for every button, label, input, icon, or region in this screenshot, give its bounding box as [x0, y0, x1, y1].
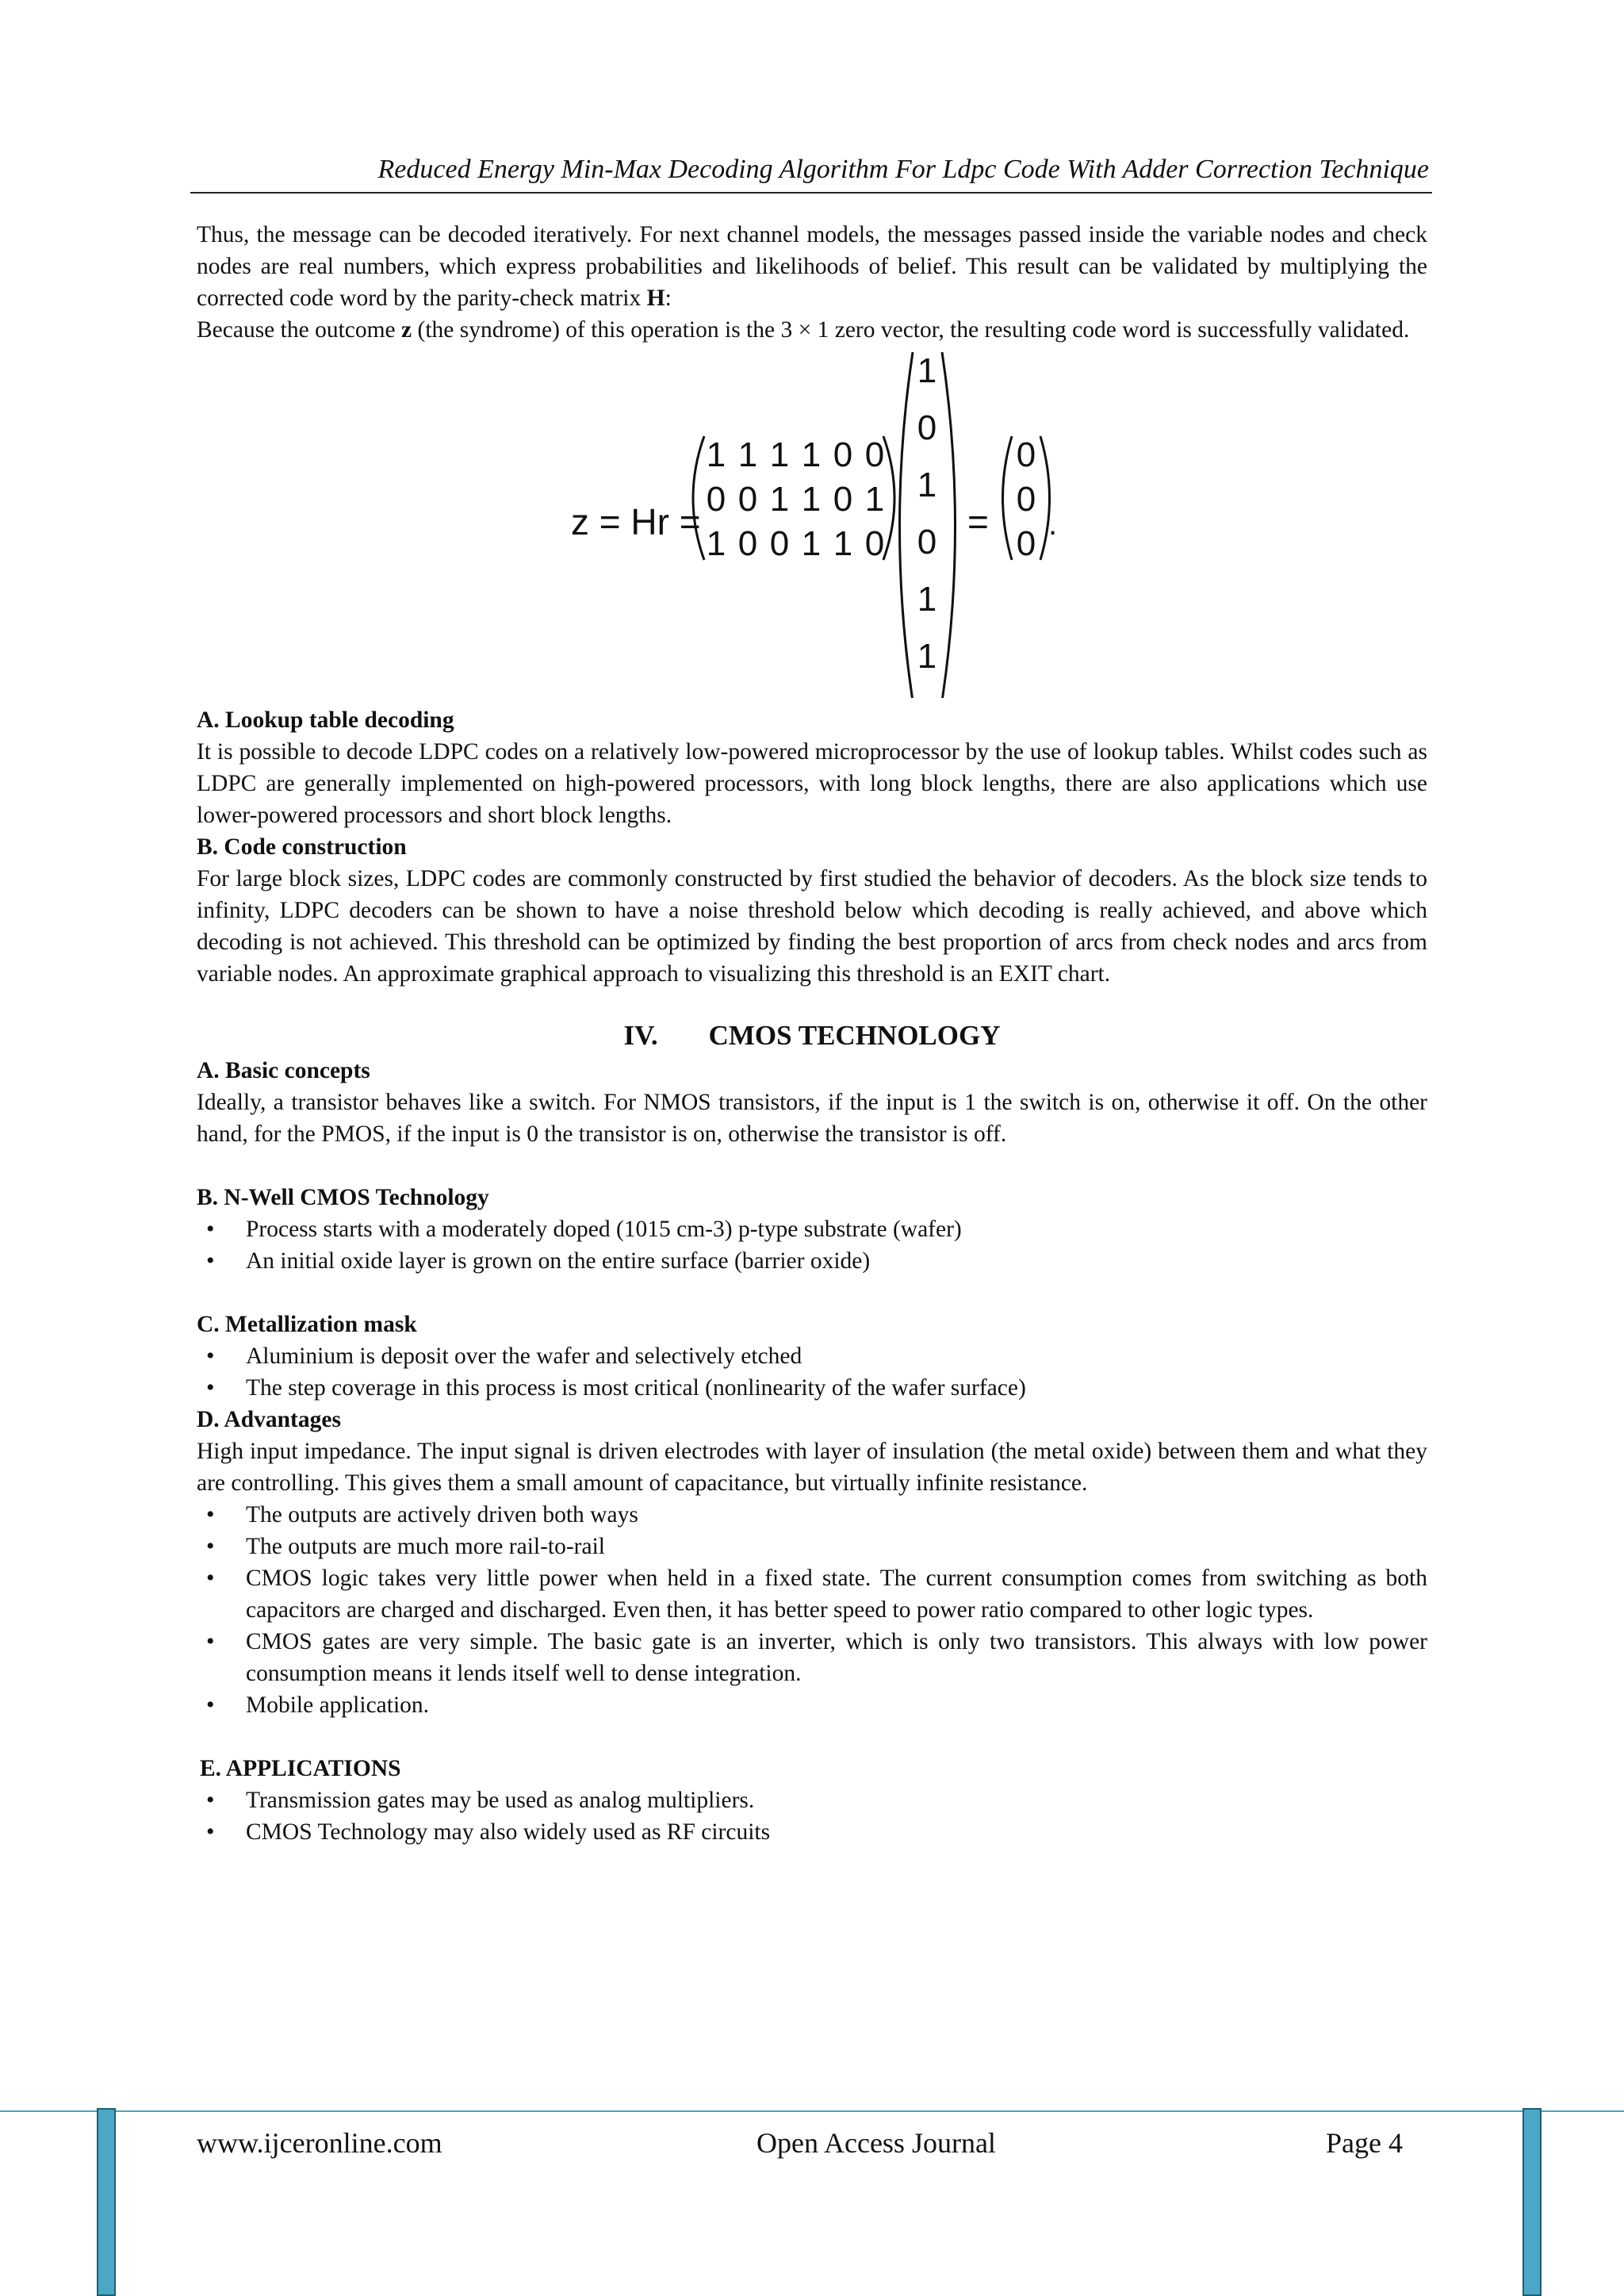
vector-result-entry: 0	[1016, 480, 1036, 519]
syndrome-equation	[197, 349, 1427, 698]
matrix-h-entry: 1	[769, 480, 790, 519]
vector-result-left-paren	[1003, 436, 1013, 560]
vector-result-entries	[1017, 435, 1036, 563]
matrix-h-entry: 1	[801, 480, 822, 519]
footer-left-accent-bar	[97, 2108, 116, 2296]
list-item: • The outputs are much more rail-to-rail	[197, 1531, 1427, 1562]
list-item: • The step coverage in this process is most critical (nonlinearity of the wafer surface)	[197, 1372, 1427, 1404]
vector-r-entry: 1	[917, 466, 937, 504]
matrix-h-entry: 0	[737, 524, 758, 563]
vector-r-entry: 0	[917, 408, 937, 447]
footer-page-number: Page 4	[1326, 2127, 1403, 2159]
advantages-bullet-list	[197, 1499, 1427, 1721]
applications-bullet-list	[197, 1784, 1427, 1848]
equation-lhs: z = Hr =	[571, 501, 701, 542]
heading-advantages: D. Advantages	[197, 1407, 341, 1432]
matrix-h-entry: 0	[864, 524, 885, 563]
matrix-h-entry: 1	[801, 435, 822, 474]
matrix-h-entry: 1	[769, 435, 790, 474]
heading-applications: E. APPLICATIONS	[200, 1756, 401, 1781]
heading-nwell-cmos: B. N-Well CMOS Technology	[197, 1185, 489, 1210]
matrix-h-entries	[707, 435, 884, 563]
code-construction-paragraph: For large block sizes, LDPC codes are commonly constructed by first studied the behavior of decoders. As the block size tends to infinity, LDPC decoders can be shown to have a noise threshold below which decoding is really achieved, and above which decoding is not achieved. This threshold can be optimized by finding the best proportion of arcs from check nodes and arcs from variable nodes. An approximate graphical approach to visualizing this threshold is an EXIT chart.	[197, 866, 1427, 987]
heading-basic-concepts: A. Basic concepts	[197, 1058, 370, 1083]
list-item: • Mobile application.	[197, 1689, 1427, 1721]
vector-r-left-paren	[900, 352, 914, 698]
vector-r-entry: 1	[917, 580, 937, 619]
footer-rule	[0, 2110, 1624, 2112]
vector-r-right-paren	[942, 352, 956, 698]
matrix-h-entry: 1	[833, 524, 853, 563]
vector-result-entry: 0	[1016, 435, 1036, 474]
syndrome-symbol-z: z	[401, 317, 412, 343]
intro-text: Thus, the message can be decoded iteratively. For next channel models, the messages passed inside the variable nodes and check nodes are real numbers, which express probabilities and likelihoods of belief. This result can be validated by multiplying the corrected code word by the parity-check matrix	[197, 222, 1427, 311]
vector-r-entries	[917, 351, 936, 676]
matrix-h-entry: 1	[706, 435, 726, 474]
matrix-h-entry: 0	[706, 480, 726, 519]
running-title: Reduced Energy Min-Max Decoding Algorithm For Ldpc Code With Adder Correction Technique	[377, 155, 1429, 184]
nwell-bullet-list	[197, 1213, 1427, 1277]
matrix-h-entry: 1	[706, 524, 726, 563]
vector-r-entry: 1	[917, 351, 937, 390]
intro-colon: :	[665, 286, 672, 311]
section-name: CMOS TECHNOLOGY	[708, 1020, 1001, 1051]
matrix-h-entry: 0	[833, 480, 853, 519]
heading-lookup-table-decoding: A. Lookup table decoding	[197, 707, 454, 733]
footer-website-link[interactable]: www.ijceronline.com	[197, 2127, 442, 2159]
matrix-h-right-paren	[883, 436, 894, 560]
matrix-h-entry: 1	[801, 524, 822, 563]
header-rule	[190, 192, 1432, 194]
advantages-paragraph: High input impedance. The input signal is driven electrodes with layer of insulation (the metal oxide) between them and what they are controlling. This gives them a small amount of capacitance, but virtually infinite resistance.	[197, 1439, 1427, 1496]
equation-figure	[197, 349, 1427, 698]
matrix-h-entry: 0	[833, 435, 853, 474]
matrix-h-entry: 0	[737, 480, 758, 519]
heading-metallization-mask: C. Metallization mask	[197, 1312, 417, 1337]
vector-result-entry: 0	[1016, 524, 1036, 563]
equation-equals: =	[967, 501, 989, 542]
vector-r-entry: 1	[917, 637, 937, 676]
lookup-paragraph: It is possible to decode LDPC codes on a relatively low-powered microprocessor by the use of lookup tables. Whilst codes such as LDPC are generally implemented on high-powered processors, with long block lengths, there are also applications which use lower-powered processors and short block lengths.	[197, 739, 1427, 828]
section-title-cmos	[197, 1017, 1427, 1055]
intro-paragraph	[197, 219, 1427, 314]
list-item: • Aluminium is deposit over the wafer and selectively etched	[197, 1340, 1427, 1372]
syndrome-paragraph	[197, 314, 1427, 346]
list-item: • An initial oxide layer is grown on the entire surface (barrier oxide)	[197, 1245, 1427, 1277]
heading-code-construction: B. Code construction	[197, 834, 407, 860]
list-item: • The outputs are actively driven both ways	[197, 1499, 1427, 1531]
footer-journal-name: Open Access Journal	[756, 2127, 996, 2159]
matrix-h-entry: 0	[864, 435, 885, 474]
matrix-h-entry: 1	[737, 435, 758, 474]
syndrome-text-start: Because the outcome	[197, 317, 402, 343]
page-body	[197, 219, 1427, 1848]
section-number: IV.	[623, 1020, 658, 1051]
basic-concepts-paragraph: Ideally, a transistor behaves like a switch. For NMOS transistors, if the input is 1 the switch is on, otherwise it off. On the other hand, for the PMOS, if the input is 0 the transistor is on, otherwise the transistor is off.	[197, 1090, 1427, 1147]
list-item: • Transmission gates may be used as analog multipliers.	[197, 1784, 1427, 1816]
matrix-symbol-h: H	[646, 286, 665, 311]
footer-right-accent-bar	[1522, 2108, 1542, 2296]
matrix-h-entry: 1	[864, 480, 885, 519]
metallization-bullet-list	[197, 1340, 1427, 1404]
list-item: • Process starts with a moderately doped (1015 cm-3) p-type substrate (wafer)	[197, 1213, 1427, 1245]
list-item: • CMOS gates are very simple. The basic gate is an inverter, which is only two transistors. This always with low power consumption means it lends itself well to dense integration.	[197, 1626, 1427, 1689]
equation-period: .	[1048, 507, 1058, 542]
list-item: • CMOS logic takes very little power when held in a fixed state. The current consumption comes from switching as both capacitors are charged and discharged. Even then, it has better speed to power ratio compared to other logic types.	[197, 1562, 1427, 1626]
matrix-h-entry: 0	[769, 524, 790, 563]
vector-r-entry: 0	[917, 523, 937, 562]
list-item: • CMOS Technology may also widely used as RF circuits	[197, 1816, 1427, 1848]
syndrome-text-end: (the syndrome) of this operation is the 3 × 1 zero vector, the resulting code word is successfully validated.	[412, 317, 1410, 343]
